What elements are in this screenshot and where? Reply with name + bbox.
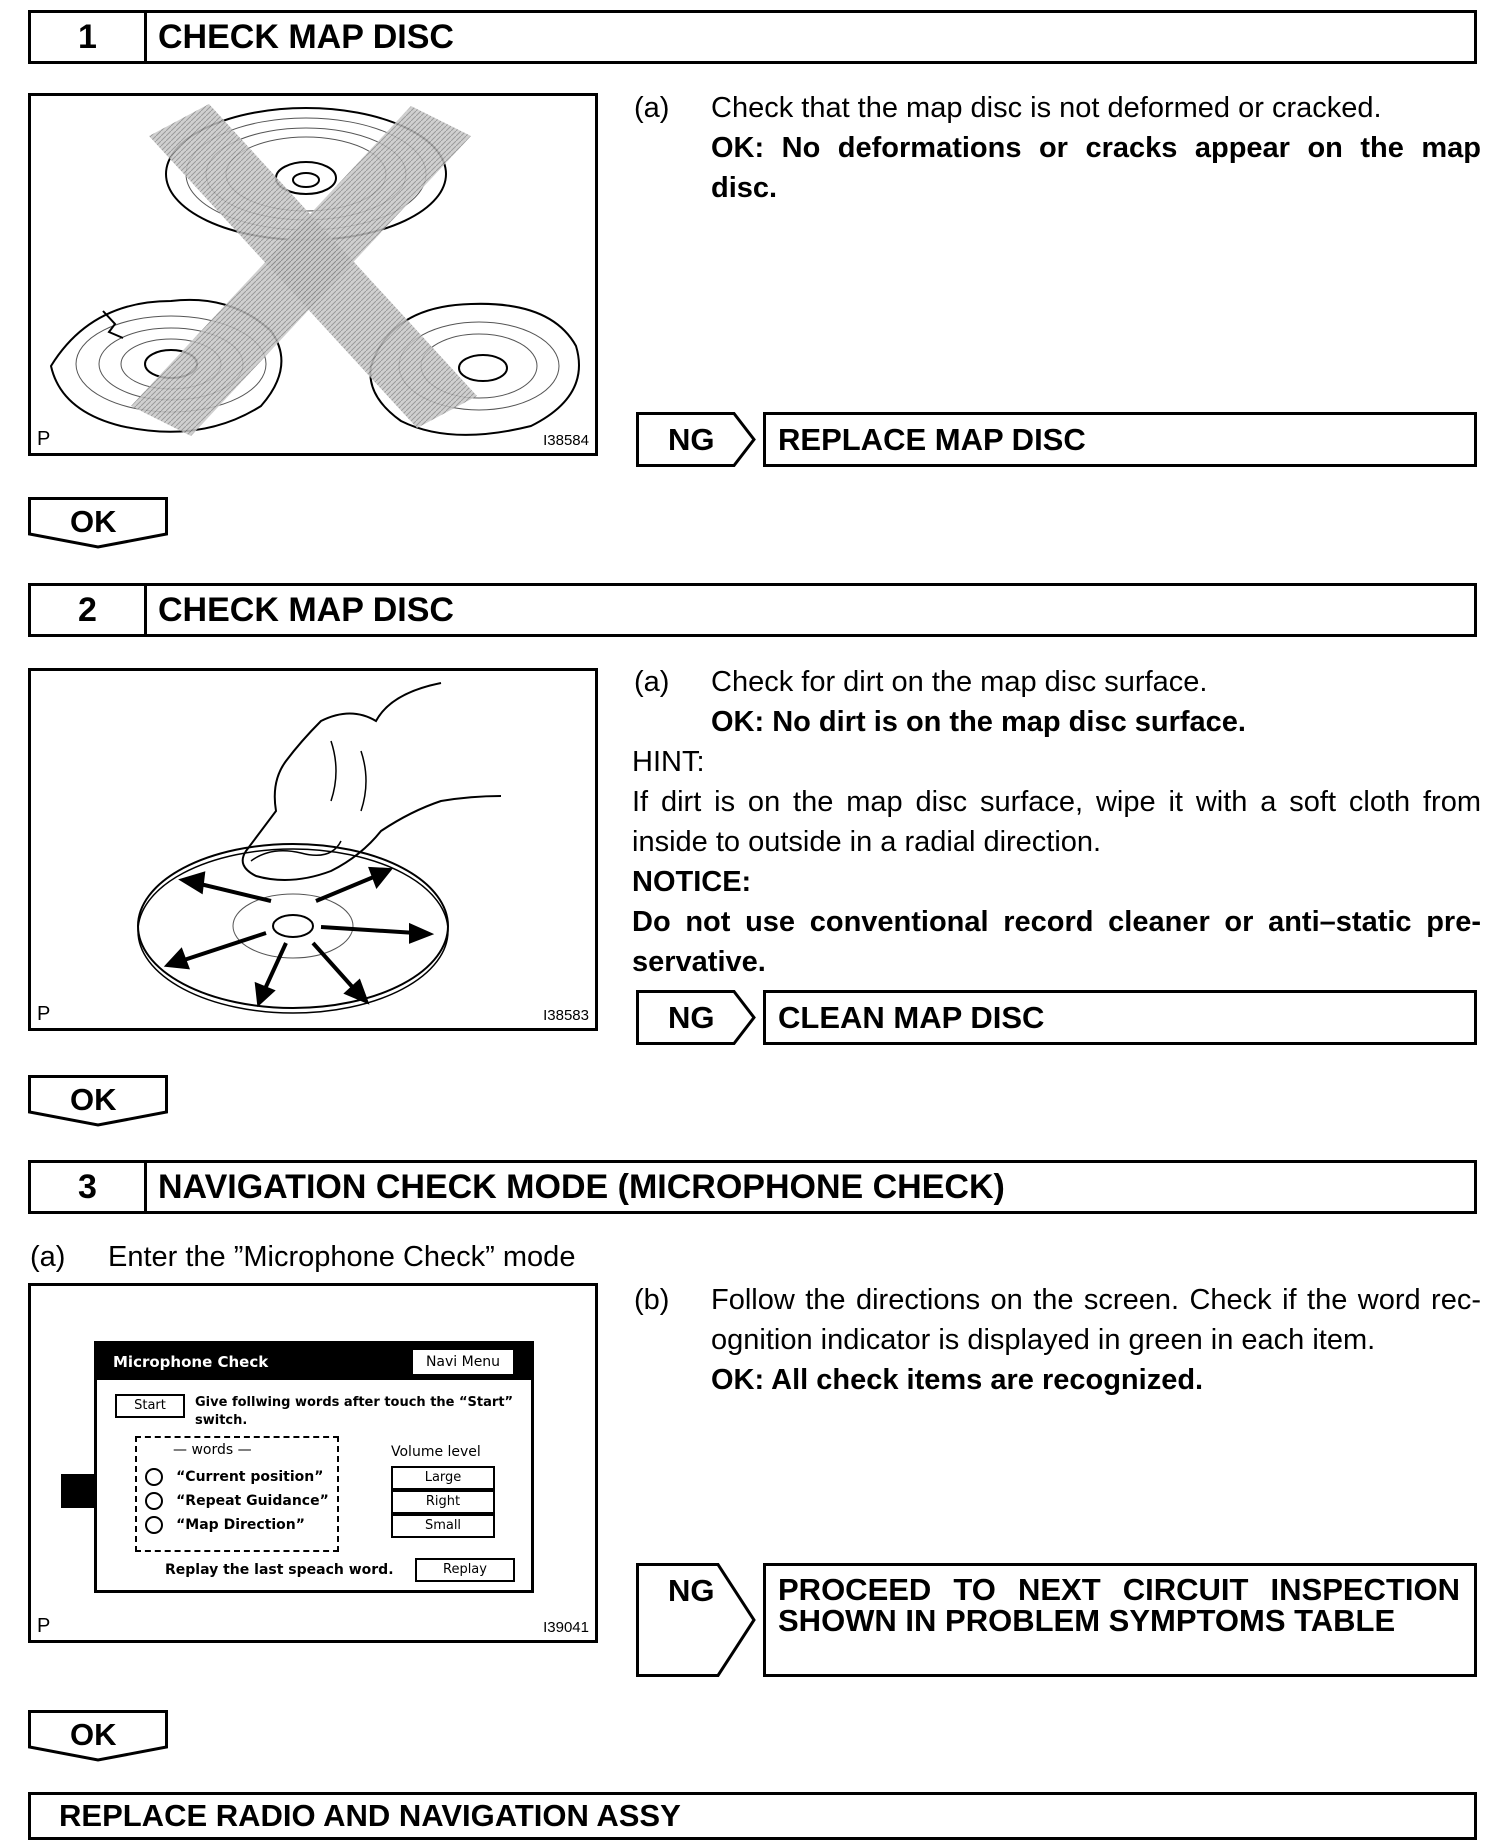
start-button: Start (115, 1394, 185, 1418)
step-1-ng-result: REPLACE MAP DISC (763, 412, 1477, 467)
step-number: 3 (31, 1163, 147, 1211)
instruction-line2: switch. (195, 1413, 248, 1428)
step-2-instruction: Check for dirt on the map disc surface. (711, 666, 1208, 698)
step-2-hint-line2: inside to outside in a radial direction. (632, 826, 1102, 858)
wipe-disc-illustration (31, 671, 595, 1028)
figure-damaged-discs (28, 93, 598, 456)
ok-label: OK (70, 1717, 117, 1752)
final-action (28, 1792, 1477, 1840)
final-action-title: REPLACE RADIO AND NAVIGATION ASSY (59, 1798, 681, 1833)
figure-code: I38583 (543, 1007, 589, 1024)
step-title: CHECK MAP DISC (158, 590, 454, 629)
figure-code: I38584 (543, 432, 589, 449)
instruction-line1: Give follwing words after touch the “Start” (195, 1395, 514, 1410)
word-item (145, 1466, 323, 1486)
step-2-notice-line1: Do not use conventional record cleaner or anti–static pre- (632, 906, 1481, 938)
indicator-circle-icon (145, 1516, 163, 1534)
figure-p-label: P (37, 1003, 51, 1025)
volume-button-small: Small (391, 1514, 495, 1538)
step-1-instruction: Check that the map disc is not deformed or cracked. (711, 92, 1382, 124)
step-2-ok-criteria: OK: No dirt is on the map disc surface. (711, 706, 1246, 738)
word-text: “Map Direction” (176, 1517, 305, 1533)
step-3-instruction-a: Enter the ”Microphone Check” mode (108, 1241, 576, 1273)
step-2-notice-label: NOTICE: (632, 866, 752, 898)
step-2-hint-line1: If dirt is on the map disc surface, wipe it with a soft cloth from (632, 786, 1481, 818)
volume-level-label: Volume level (391, 1444, 481, 1460)
ok-branch-2 (28, 1075, 168, 1127)
ok-label: OK (70, 504, 117, 539)
step-title: NAVIGATION CHECK MODE (MICROPHONE CHECK) (158, 1167, 1005, 1206)
figure-p-label: P (37, 1615, 51, 1637)
step-3-ng-result (763, 1563, 1477, 1677)
step-1-marker-a: (a) (634, 92, 670, 124)
words-label: — words — (173, 1442, 252, 1458)
step-1-ng-branch (636, 412, 756, 467)
volume-button-right: Right (391, 1490, 495, 1514)
step-1-ok-criteria-line1: OK: No deformations or cracks appear on the map (711, 132, 1481, 164)
figure-code: I39041 (543, 1619, 589, 1636)
replay-button: Replay (415, 1558, 515, 1582)
step-2-ng-branch (636, 990, 756, 1045)
ok-label: OK (70, 1082, 117, 1117)
replay-text: Replay the last speach word. (165, 1562, 394, 1578)
figure-microphone-check-screen (28, 1283, 598, 1643)
step-2-notice-line2: servative. (632, 946, 766, 978)
indicator-circle-icon (145, 1468, 163, 1486)
navi-menu-button: Navi Menu (413, 1350, 513, 1374)
word-text: “Repeat Guidance” (176, 1493, 329, 1509)
ng-label: NG (668, 1573, 715, 1608)
words-group (135, 1436, 339, 1552)
word-item (145, 1514, 305, 1534)
step-number: 1 (31, 13, 147, 61)
damaged-discs-illustration (31, 96, 595, 453)
step-2-marker-a: (a) (634, 666, 670, 698)
screen-title-bar (97, 1344, 531, 1380)
step-3-ok-criteria: OK: All check items are recognized. (711, 1364, 1204, 1396)
figure-p-label: P (37, 428, 51, 450)
microphone-check-screen (94, 1341, 534, 1593)
ok-branch-3 (28, 1710, 168, 1762)
word-text: “Current position” (176, 1469, 324, 1485)
step-2-header (28, 583, 1477, 637)
step-title: CHECK MAP DISC (158, 17, 454, 56)
ng-result-line1: PROCEED TO NEXT CIRCUIT INSPECTION (778, 1572, 1460, 1607)
step-2-hint-label: HINT: (632, 746, 705, 778)
ng-label: NG (668, 422, 715, 457)
step-1-ok-criteria-line2: disc. (711, 172, 778, 204)
step-3-instruction-b-line1: Follow the directions on the screen. Check if the word rec- (711, 1284, 1481, 1316)
ok-branch-1 (28, 497, 168, 549)
step-3-marker-a: (a) (30, 1241, 66, 1273)
step-2-ng-result: CLEAN MAP DISC (763, 990, 1477, 1045)
step-3-marker-b: (b) (634, 1284, 670, 1316)
figure-wipe-disc (28, 668, 598, 1031)
ng-label: NG (668, 1000, 715, 1035)
indicator-circle-icon (145, 1492, 163, 1510)
screen-title: Microphone Check (113, 1353, 269, 1371)
ng-result-line2: SHOWN IN PROBLEM SYMPTOMS TABLE (778, 1603, 1396, 1638)
volume-button-large: Large (391, 1466, 495, 1490)
step-1-header (28, 10, 1477, 64)
step-3-header (28, 1160, 1477, 1214)
step-number: 2 (31, 586, 147, 634)
word-item (145, 1490, 329, 1510)
step-3-ng-branch (636, 1563, 756, 1677)
step-3-instruction-b-line2: ognition indicator is displayed in green in each item. (711, 1324, 1376, 1356)
